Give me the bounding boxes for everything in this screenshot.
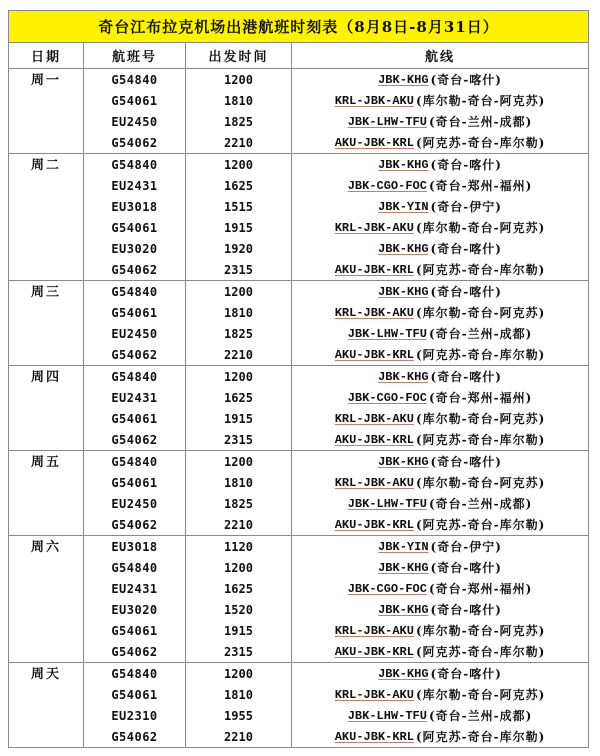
route-cities: (奇台-兰州-成都) [428, 709, 533, 723]
route-code: JBK-CGO-FOC [347, 390, 427, 405]
route-cities: (奇台-兰州-成都) [428, 115, 533, 129]
route-code: KRL-JBK-AKU [334, 475, 414, 490]
route-cities: (库尔勒-奇台-阿克苏) [415, 221, 546, 235]
route-cities: (库尔勒-奇台-阿克苏) [415, 688, 546, 702]
route-code: KRL-JBK-AKU [334, 411, 414, 426]
departure-time: 2210 [186, 344, 292, 365]
route [292, 154, 588, 175]
table-row [84, 175, 588, 196]
departure-time: 1810 [186, 472, 292, 493]
route [292, 578, 588, 599]
route-code: JBK-KHG [378, 241, 429, 256]
table-row [84, 472, 588, 493]
route [292, 302, 588, 323]
flight-number: G54061 [84, 302, 186, 323]
departure-time: 2210 [186, 132, 292, 153]
table-row [84, 705, 588, 726]
flight-number: EU2450 [84, 111, 186, 132]
departure-time: 1810 [186, 684, 292, 705]
route-code: AKU-JBK-KRL [334, 262, 414, 277]
departure-time: 1810 [186, 302, 292, 323]
route [292, 536, 588, 557]
table-row [84, 154, 588, 175]
route-cities: (奇台-喀什) [430, 242, 502, 256]
route [292, 69, 588, 90]
route [292, 472, 588, 493]
departure-time: 2315 [186, 429, 292, 450]
table-row [84, 90, 588, 111]
route-cities: (奇台-喀什) [430, 73, 502, 87]
departure-time: 1955 [186, 705, 292, 726]
route-code: AKU-JBK-KRL [334, 517, 414, 532]
route [292, 451, 588, 472]
flight-number: EU2310 [84, 705, 186, 726]
route-code: AKU-JBK-KRL [334, 729, 414, 744]
departure-time: 1825 [186, 111, 292, 132]
table-row [84, 132, 588, 153]
table-row [84, 514, 588, 535]
table-row [84, 238, 588, 259]
table-row [84, 536, 588, 557]
route-code: JBK-YIN [378, 199, 429, 214]
departure-time: 1520 [186, 599, 292, 620]
table-row [84, 451, 588, 472]
departure-time: 1200 [186, 281, 292, 302]
route [292, 684, 588, 705]
route-code: KRL-JBK-AKU [334, 220, 414, 235]
table-row [84, 663, 588, 684]
table-row [84, 302, 588, 323]
route-code: JBK-KHG [378, 157, 429, 172]
route-code: JBK-LHW-TFU [347, 496, 427, 511]
table-row [84, 620, 588, 641]
departure-time: 1200 [186, 366, 292, 387]
route [292, 387, 588, 408]
route-code: JBK-KHG [378, 369, 429, 384]
departure-time: 1625 [186, 175, 292, 196]
route-cities: (奇台-郑州-福州) [428, 582, 533, 596]
day-label: 周一 [9, 69, 84, 153]
departure-time: 1625 [186, 578, 292, 599]
table-row [84, 196, 588, 217]
route-cities: (库尔勒-奇台-阿克苏) [415, 476, 546, 490]
flight-number: G54062 [84, 259, 186, 280]
flight-number: G54061 [84, 408, 186, 429]
route [292, 132, 588, 153]
route [292, 217, 588, 238]
departure-time: 1915 [186, 620, 292, 641]
route-code: JBK-KHG [378, 284, 429, 299]
flight-number: EU2450 [84, 493, 186, 514]
table-row [84, 429, 588, 450]
table-row [84, 259, 588, 280]
route-cities: (奇台-喀什) [430, 667, 502, 681]
departure-time: 1200 [186, 154, 292, 175]
route-cities: (阿克苏-奇台-库尔勒) [415, 263, 546, 277]
route-cities: (奇台-郑州-福州) [428, 391, 533, 405]
route-cities: (阿克苏-奇台-库尔勒) [415, 518, 546, 532]
table-row [84, 217, 588, 238]
route-code: JBK-KHG [378, 454, 429, 469]
day-label: 周五 [9, 451, 84, 535]
table-row [84, 641, 588, 662]
departure-time: 1825 [186, 323, 292, 344]
route [292, 705, 588, 726]
route-cities: (库尔勒-奇台-阿克苏) [415, 94, 546, 108]
route-code: KRL-JBK-AKU [334, 93, 414, 108]
table-row [84, 366, 588, 387]
route [292, 663, 588, 684]
departure-time: 1200 [186, 451, 292, 472]
flight-number: G54840 [84, 281, 186, 302]
route-cities: (库尔勒-奇台-阿克苏) [415, 412, 546, 426]
route-code: KRL-JBK-AKU [334, 305, 414, 320]
flight-schedule-table [8, 10, 589, 748]
route-cities: (奇台-喀什) [430, 285, 502, 299]
route-code: JBK-LHW-TFU [347, 708, 427, 723]
route [292, 557, 588, 578]
day-label: 周六 [9, 536, 84, 662]
day-label: 周三 [9, 281, 84, 365]
header-day: 日期 [9, 43, 84, 68]
route-cities: (阿克苏-奇台-库尔勒) [415, 730, 546, 744]
flight-number: EU2431 [84, 175, 186, 196]
header-departure: 出发时间 [186, 43, 292, 68]
route [292, 238, 588, 259]
route-cities: (奇台-喀什) [430, 370, 502, 384]
flight-number: G54840 [84, 557, 186, 578]
day-group [9, 663, 588, 747]
flight-number: G54062 [84, 726, 186, 747]
table-row [84, 599, 588, 620]
flight-number: EU2450 [84, 323, 186, 344]
route-code: KRL-JBK-AKU [334, 623, 414, 638]
departure-time: 1200 [186, 663, 292, 684]
route [292, 620, 588, 641]
day-label: 周二 [9, 154, 84, 280]
flight-number: G54061 [84, 90, 186, 111]
day-group [9, 536, 588, 663]
route [292, 196, 588, 217]
route-cities: (阿克苏-奇台-库尔勒) [415, 645, 546, 659]
table-row [84, 111, 588, 132]
route [292, 111, 588, 132]
route [292, 281, 588, 302]
departure-time: 1625 [186, 387, 292, 408]
route [292, 323, 588, 344]
day-group [9, 154, 588, 281]
table-row [84, 726, 588, 747]
table-row [84, 281, 588, 302]
route [292, 641, 588, 662]
route-cities: (库尔勒-奇台-阿克苏) [415, 306, 546, 320]
departure-time: 2315 [186, 641, 292, 662]
departure-time: 1515 [186, 196, 292, 217]
route-cities: (阿克苏-奇台-库尔勒) [415, 136, 546, 150]
route-cities: (奇台-兰州-成都) [428, 327, 533, 341]
flight-number: G54061 [84, 217, 186, 238]
route-code: AKU-JBK-KRL [334, 347, 414, 362]
flight-number: G54062 [84, 641, 186, 662]
departure-time: 1915 [186, 217, 292, 238]
flight-number: G54840 [84, 69, 186, 90]
route-code: JBK-KHG [378, 560, 429, 575]
route [292, 175, 588, 196]
route-cities: (奇台-伊宁) [430, 200, 502, 214]
table-row [84, 557, 588, 578]
departure-time: 1825 [186, 493, 292, 514]
route [292, 429, 588, 450]
route-code: KRL-JBK-AKU [334, 687, 414, 702]
flight-number: G54062 [84, 514, 186, 535]
table-row [84, 578, 588, 599]
table-row [84, 387, 588, 408]
day-group [9, 281, 588, 366]
flight-number: EU3020 [84, 599, 186, 620]
flight-number: G54061 [84, 472, 186, 493]
route [292, 493, 588, 514]
route [292, 726, 588, 747]
route-cities: (奇台-喀什) [430, 158, 502, 172]
route [292, 408, 588, 429]
route-code: JBK-CGO-FOC [347, 178, 427, 193]
departure-time: 2315 [186, 259, 292, 280]
flight-number: EU3018 [84, 536, 186, 557]
route-code: JBK-KHG [378, 666, 429, 681]
table-row [84, 323, 588, 344]
flight-number: G54062 [84, 344, 186, 365]
route [292, 599, 588, 620]
departure-time: 1920 [186, 238, 292, 259]
route-code: JBK-KHG [378, 602, 429, 617]
flight-number: G54062 [84, 132, 186, 153]
flight-number: G54840 [84, 366, 186, 387]
flight-number: G54061 [84, 620, 186, 641]
route-code: JBK-CGO-FOC [347, 581, 427, 596]
departure-time: 1120 [186, 536, 292, 557]
departure-time: 1915 [186, 408, 292, 429]
departure-time: 2210 [186, 514, 292, 535]
route-cities: (奇台-喀什) [430, 603, 502, 617]
route-cities: (奇台-伊宁) [430, 540, 502, 554]
day-group [9, 69, 588, 154]
route-cities: (库尔勒-奇台-阿克苏) [415, 624, 546, 638]
table-row [84, 69, 588, 90]
route [292, 366, 588, 387]
route-cities: (奇台-喀什) [430, 561, 502, 575]
route-cities: (阿克苏-奇台-库尔勒) [415, 433, 546, 447]
departure-time: 1810 [186, 90, 292, 111]
flight-number: G54840 [84, 663, 186, 684]
header-flight-no: 航班号 [84, 43, 186, 68]
day-group [9, 451, 588, 536]
flight-number: EU2431 [84, 387, 186, 408]
table-title: 奇台江布拉克机场出港航班时刻表（8月8日-8月31日） [9, 11, 588, 43]
table-row [84, 344, 588, 365]
flight-number: G54062 [84, 429, 186, 450]
table-body [9, 69, 588, 747]
flight-number: G54061 [84, 684, 186, 705]
route-code: AKU-JBK-KRL [334, 644, 414, 659]
route-cities: (奇台-喀什) [430, 455, 502, 469]
day-label: 周天 [9, 663, 84, 747]
route [292, 514, 588, 535]
route-cities: (阿克苏-奇台-库尔勒) [415, 348, 546, 362]
route [292, 344, 588, 365]
route-cities: (奇台-郑州-福州) [428, 179, 533, 193]
route-cities: (奇台-兰州-成都) [428, 497, 533, 511]
departure-time: 1200 [186, 69, 292, 90]
departure-time: 2210 [186, 726, 292, 747]
departure-time: 1200 [186, 557, 292, 578]
table-row [84, 493, 588, 514]
flight-number: EU3020 [84, 238, 186, 259]
route-code: JBK-KHG [378, 72, 429, 87]
flight-number: G54840 [84, 451, 186, 472]
flight-number: G54840 [84, 154, 186, 175]
route [292, 259, 588, 280]
header-route: 航线 [424, 50, 455, 65]
flight-number: EU2431 [84, 578, 186, 599]
route-code: JBK-LHW-TFU [347, 114, 427, 129]
day-group [9, 366, 588, 451]
route-code: AKU-JBK-KRL [334, 135, 414, 150]
table-row [84, 684, 588, 705]
header-row [9, 43, 588, 69]
flight-number: EU3018 [84, 196, 186, 217]
route-code: JBK-LHW-TFU [347, 326, 427, 341]
route [292, 90, 588, 111]
route-code: AKU-JBK-KRL [334, 432, 414, 447]
route-code: JBK-YIN [378, 539, 429, 554]
day-label: 周四 [9, 366, 84, 450]
table-row [84, 408, 588, 429]
